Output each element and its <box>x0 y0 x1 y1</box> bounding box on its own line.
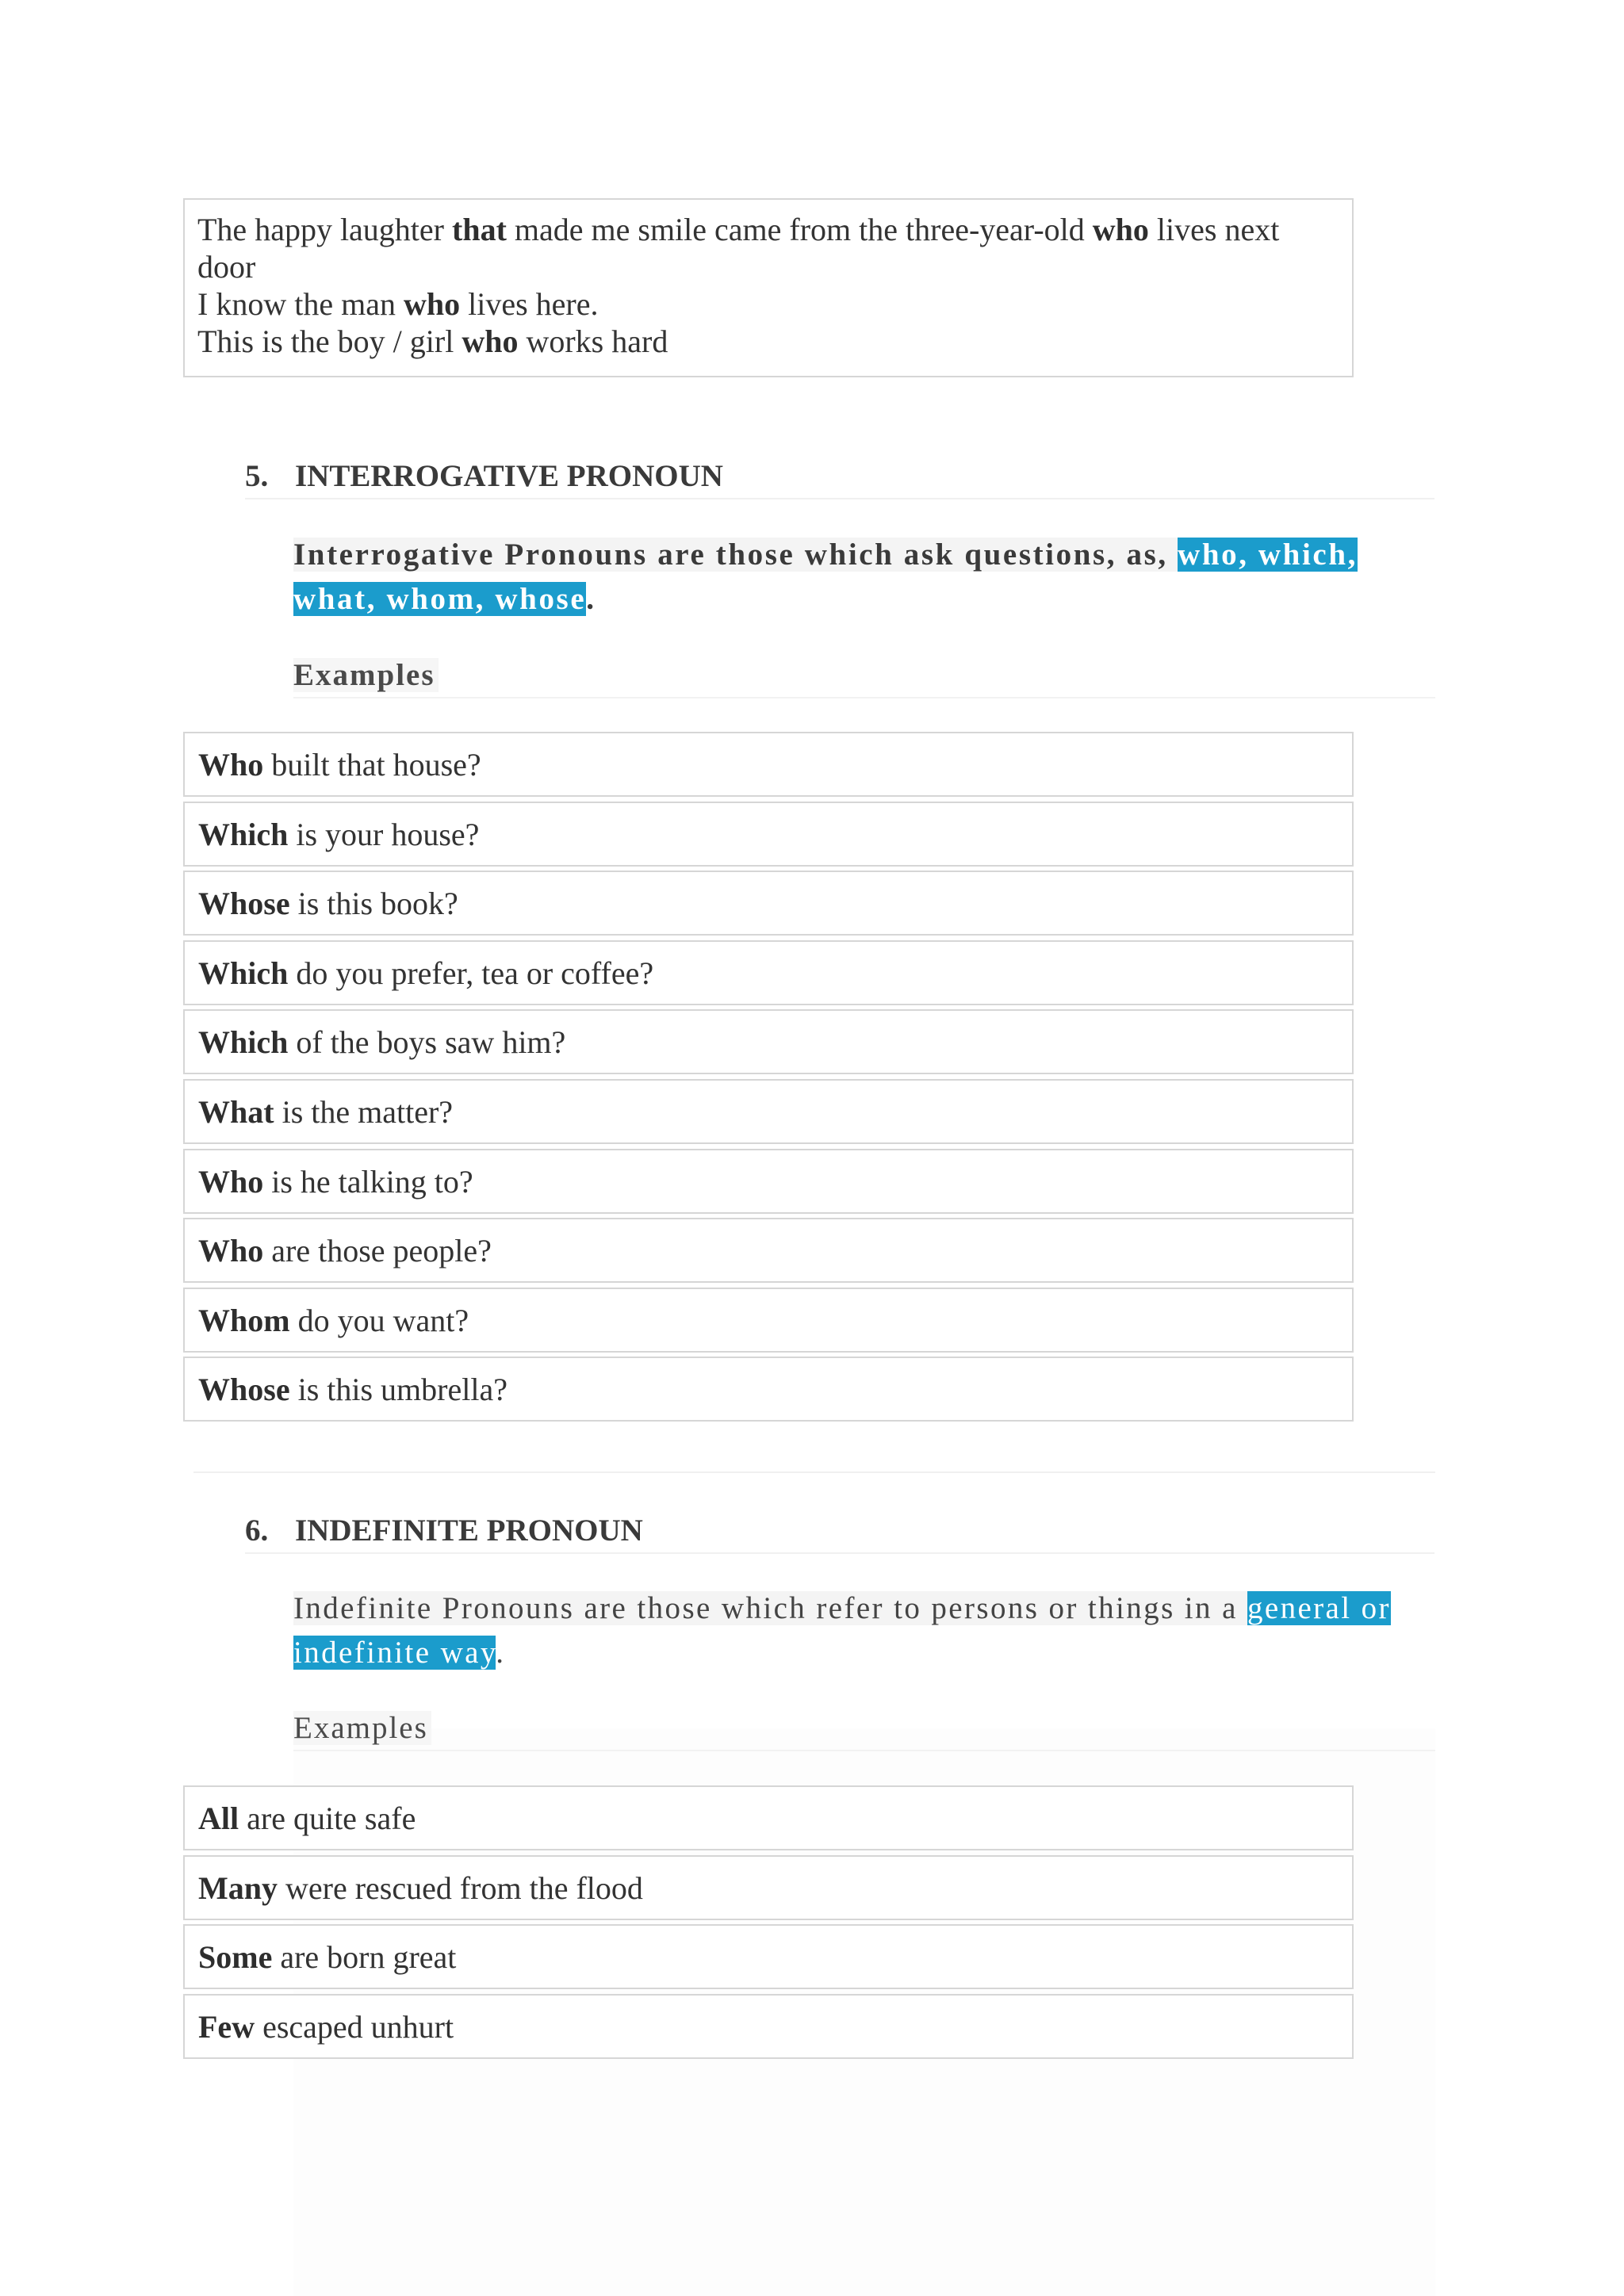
example-line-3: I know the man who lives here. <box>197 286 599 322</box>
indefinite-heading <box>245 1513 1434 1554</box>
pronoun-word: Who <box>198 747 264 783</box>
pronoun-word: Whose <box>198 886 290 922</box>
example-text: of the boys saw him? <box>288 1024 566 1061</box>
interrogative-heading <box>245 458 1434 499</box>
example-row <box>183 1785 1354 1850</box>
example-row <box>183 1149 1354 1214</box>
section-title: INDEFINITE PRONOUN <box>295 1513 643 1548</box>
example-row <box>183 1357 1354 1422</box>
example-row <box>183 1079 1354 1144</box>
highlighted-term: indefinite way <box>293 1636 496 1670</box>
example-line-1: The happy laughter that made me smile came from the three-year-old who lives next <box>197 212 1280 247</box>
example-text: is the matter? <box>274 1094 454 1130</box>
example-text: built that house? <box>263 747 481 783</box>
pronoun-word: Whose <box>198 1372 290 1408</box>
pronoun-word: Which <box>198 816 289 852</box>
example-text: do you prefer, tea or coffee? <box>288 955 654 991</box>
pronoun-word: Few <box>198 2008 255 2045</box>
section-number: 6. <box>245 1513 269 1548</box>
pronoun-word: Who <box>198 1233 264 1269</box>
section-divider <box>193 1471 1435 1473</box>
example-line-4: This is the boy / girl who works hard <box>197 323 668 359</box>
example-row <box>183 1855 1354 1920</box>
example-row <box>183 802 1354 867</box>
pronoun-word: Who <box>198 1163 264 1200</box>
highlighted-term: what, whom, whose <box>293 582 587 616</box>
example-row <box>183 871 1354 936</box>
example-text: are quite safe <box>239 1800 416 1836</box>
interrogative-definition: Interrogative Pronouns are those which ask questions, as, who, which, what, whom, whose. <box>293 538 1358 616</box>
pronoun-word: Many <box>198 1869 278 1906</box>
indefinite-examples-heading: Examples <box>293 1710 1435 1751</box>
example-row <box>183 732 1354 797</box>
highlighted-term: general or <box>1247 1591 1391 1625</box>
pronoun-word: Which <box>198 1024 289 1061</box>
section-number: 5. <box>245 459 269 493</box>
example-text: escaped unhurt <box>255 2008 454 2045</box>
example-text: is your house? <box>288 816 480 852</box>
example-text: is this book? <box>289 886 458 922</box>
example-row <box>183 1924 1354 1989</box>
pronoun-word: Which <box>198 955 289 991</box>
highlighted-term: who, which, <box>1178 538 1358 572</box>
example-row <box>183 940 1354 1005</box>
example-row <box>183 1994 1354 2059</box>
example-text: are born great <box>272 1939 457 1976</box>
example-text: were rescued from the flood <box>278 1869 643 1906</box>
pronoun-word: All <box>198 1800 239 1836</box>
interrogative-examples-heading: Examples <box>293 657 1435 698</box>
relative-examples-box <box>183 198 1354 377</box>
pronoun-word: Some <box>198 1939 273 1976</box>
section-title: INTERROGATIVE PRONOUN <box>295 459 723 493</box>
example-text: are those people? <box>263 1233 492 1269</box>
pronoun-word: Whom <box>198 1302 290 1338</box>
example-text: do you want? <box>289 1302 469 1338</box>
pronoun-word: What <box>198 1094 274 1130</box>
example-text: is he talking to? <box>263 1163 473 1200</box>
example-line-2: door <box>197 249 256 285</box>
example-text: is this umbrella? <box>289 1372 508 1408</box>
example-row <box>183 1009 1354 1074</box>
example-row <box>183 1218 1354 1283</box>
indefinite-definition: Indefinite Pronouns are those which refer to persons or things in a general or indefinite way. <box>293 1591 1391 1670</box>
example-row <box>183 1288 1354 1353</box>
